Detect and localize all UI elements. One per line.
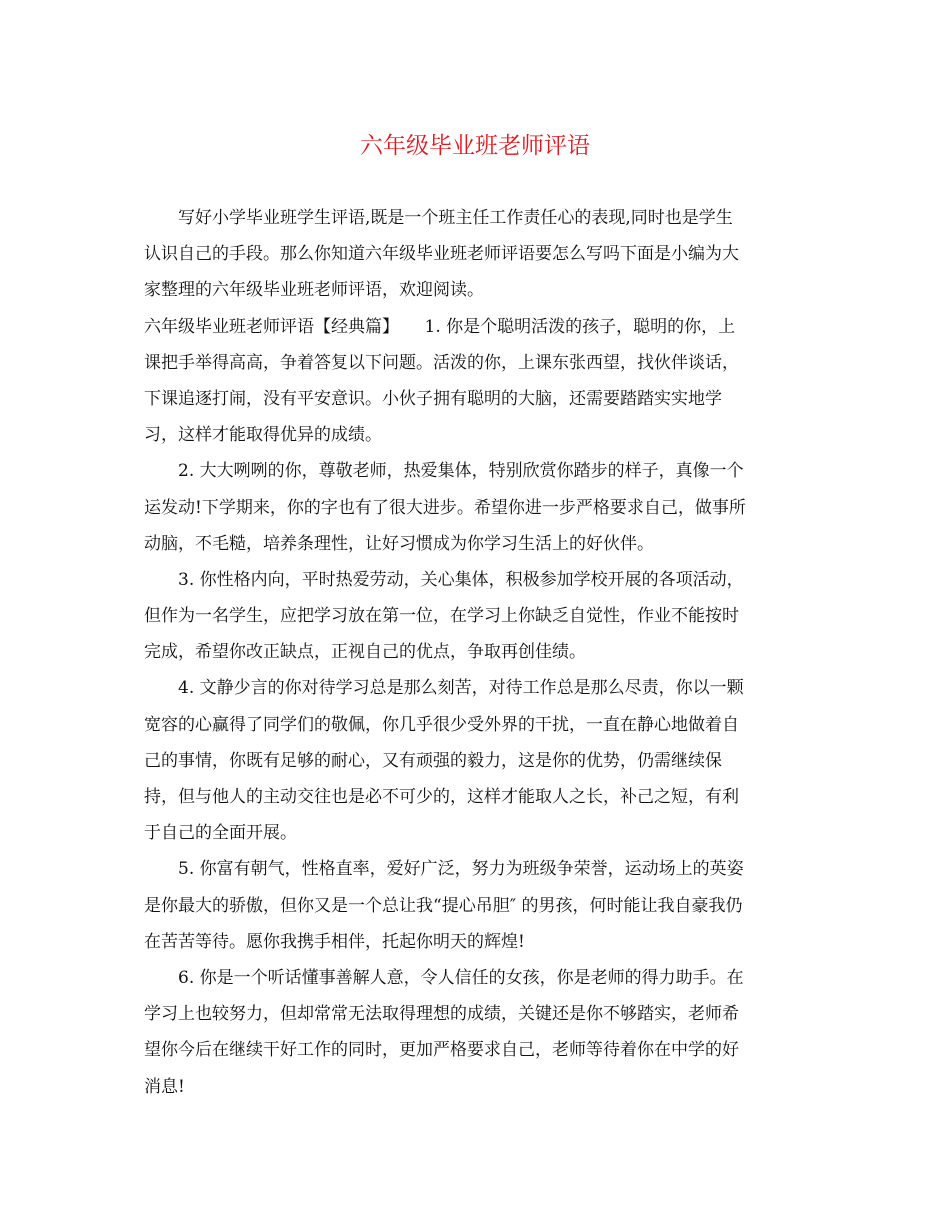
text-line: 在苦苦等待。愿你我携手相伴，托起你明天的辉煌! bbox=[144, 931, 525, 952]
text-line: 6. 你是一个听话懂事善解人意，令人信任的女孩，你是老师的得力助手。在 bbox=[178, 967, 744, 988]
text-line: 六年级毕业班老师评语【经典篇】 1. 你是个聪明活泼的孩子，聪明的你，上 bbox=[144, 316, 736, 337]
text-line: 写好小学毕业班学生评语,既是一个班主任工作责任心的表现,同时也是学生 bbox=[178, 208, 733, 228]
text-line: 学习上也较努力，但却常常无法取得理想的成绩，关键还是你不够踏实，老师希 bbox=[144, 1004, 739, 1025]
text-line: 消息! bbox=[144, 1076, 185, 1097]
text-line: 下课追逐打闹，没有平安意识。小伙子拥有聪明的大脑，还需要踏踏实实地学 bbox=[144, 388, 722, 409]
text-line: 家整理的六年级毕业班老师评语，欢迎阅读。 bbox=[144, 280, 484, 301]
text-line: 望你今后在继续干好工作的同时，更加严格要求自己，老师等待着你在中学的好 bbox=[144, 1040, 739, 1061]
text-line: 己的事情，你既有足够的耐心，又有顽强的毅力，这是你的优势，仍需继续保 bbox=[144, 750, 722, 771]
text-line: 3. 你性格内向，平时热爱劳动，关心集体，积极参加学校开展的各项活动， bbox=[178, 569, 744, 590]
text-line: 持，但与他人的主动交往也是必不可少的，这样才能取人之长，补己之短，有利 bbox=[144, 787, 739, 807]
text-line: 运发动!下学期来，你的字也有了很大进步。希望你进一步严格要求自己，做事所 bbox=[144, 497, 746, 518]
text-line: 认识自己的手段。那么你知道六年级毕业班老师评语要怎么写吗下面是小编为大 bbox=[144, 244, 739, 265]
text-line: 5. 你富有朝气，性格直率，爱好广泛，努力为班级争荣誉，运动场上的英姿 bbox=[178, 859, 744, 880]
document-body bbox=[144, 200, 806, 1105]
text-line: 宽容的心赢得了同学们的敬佩，你几乎很少受外界的干扰，一直在静心地做着自 bbox=[144, 714, 739, 735]
text-line: 4. 文静少言的你对待学习总是那么刻苦，对待工作总是那么尽责，你以一颗 bbox=[178, 678, 744, 699]
text-line: 但作为一名学生，应把学习放在第一位，在学习上你缺乏自觉性，作业不能按时 bbox=[144, 606, 739, 627]
document-title: 六年级毕业班老师评语 bbox=[360, 133, 590, 159]
text-line: 完成，希望你改正缺点，正视自己的优点，争取再创佳绩。 bbox=[144, 642, 586, 663]
text-line: 是你最大的骄傲，但你又是一个总让我“提心吊胆″ 的男孩，何时能让我自豪我仍 bbox=[144, 895, 743, 916]
text-line: 动脑，不毛糙，培养条理性，让好习惯成为你学习生活上的好伙伴。 bbox=[144, 533, 654, 554]
text-line: 2. 大大咧咧的你，尊敬老师，热爱集体，特别欣赏你踏步的样子，真像一个 bbox=[178, 461, 744, 482]
text-line: 习，这样才能取得优异的成绩。 bbox=[144, 425, 382, 446]
text-line: 课把手举得高高，争着答复以下问题。活泼的你，上课东张西望，找伙伴谈话， bbox=[144, 352, 739, 373]
text-line: 于自己的全面开展。 bbox=[144, 823, 297, 844]
